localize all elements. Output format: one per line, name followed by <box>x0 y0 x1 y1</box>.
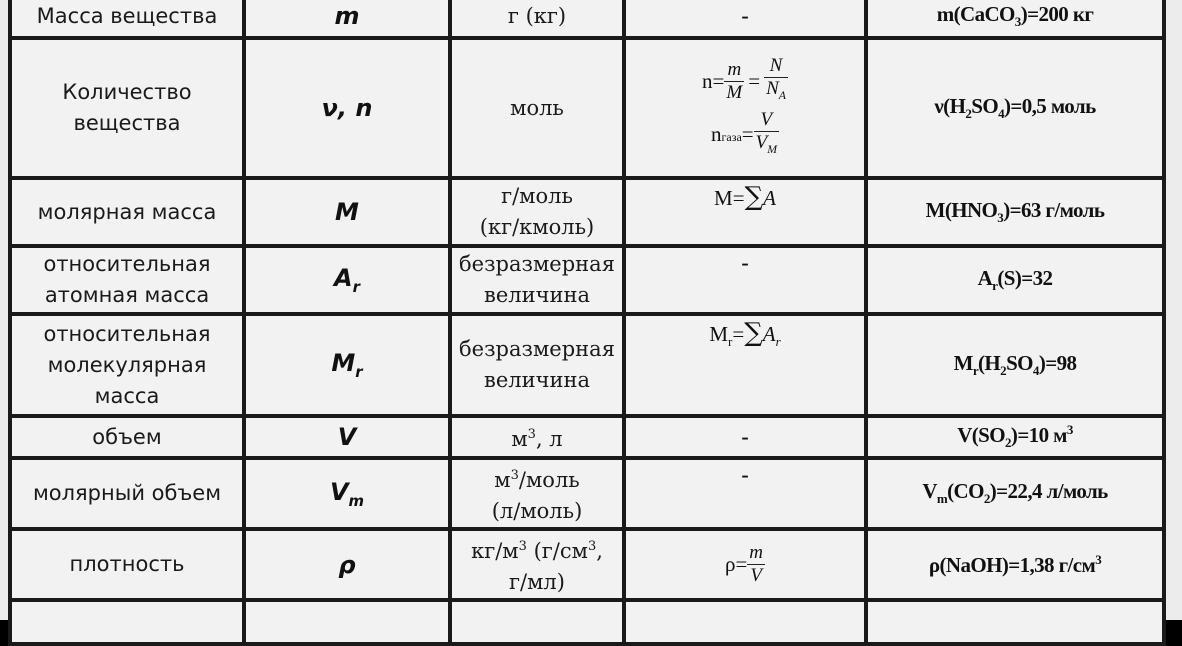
quantity-symbol: M <box>246 180 448 244</box>
quantity-formula: - <box>626 0 864 36</box>
quantity-formula: M=∑A <box>626 180 864 244</box>
table-row <box>12 460 1162 527</box>
quantity-name: плотность <box>12 531 242 598</box>
quantity-symbol: ρ <box>246 531 448 598</box>
quantity-name <box>12 602 242 642</box>
quantity-formula <box>626 602 864 642</box>
quantity-formula: $M_r=\sum A_r$ <box>626 316 864 414</box>
quantity-unit: г (кг) <box>452 0 622 36</box>
quantity-symbol: V <box>246 418 448 456</box>
quantity-symbol <box>246 602 448 642</box>
quantities-table <box>8 0 1166 646</box>
quantity-example: $\nu(H_2SO_4)=0,5$ моль <box>868 40 1162 176</box>
quantity-name: относительная молекулярная масса <box>12 316 242 414</box>
quantity-name: Количество вещества <box>12 40 242 176</box>
quantity-example: $A_r(S)=32$ <box>868 248 1162 312</box>
quantity-symbol: m <box>246 0 448 36</box>
table-row <box>12 316 1162 414</box>
table-row <box>12 0 1162 36</box>
quantity-example: m(CaCO$_3$)=200 кг <box>868 0 1162 36</box>
quantity-unit: $м^3$/моль (л/моль) <box>452 460 622 527</box>
quantity-name: молярный объем <box>12 460 242 527</box>
table-row <box>12 418 1162 456</box>
quantity-formula: ρ = $\frac{m}{V}$ <box>626 531 864 598</box>
formula-amount-mass: n = $\frac{m}{M}$ = $\frac{N}{N_A}$ <box>702 55 786 103</box>
formula-amount-gas: nгаза = $\frac{V}{V_M}$ <box>710 109 778 156</box>
quantity-unit: г/моль (кг/кмоль) <box>452 180 622 244</box>
quantity-unit: $м^3$, л <box>452 418 622 456</box>
quantity-symbol: $A_r$ <box>246 248 448 312</box>
quantity-name: относительная атомная масса <box>12 248 242 312</box>
quantity-name: молярная масса <box>12 180 242 244</box>
table-row <box>12 602 1162 642</box>
quantity-example: $V(SO_2)=10$ $м^3$ <box>868 418 1162 456</box>
quantity-symbol: ν, n <box>246 40 448 176</box>
quantity-example: $M_r(H_2SO_4)=98$ <box>868 316 1162 414</box>
table-row <box>12 180 1162 244</box>
quantity-unit <box>452 602 622 642</box>
quantity-symbol: $M_r$ <box>246 316 448 414</box>
quantity-example: $M(HNO_3)=63$ г/моль <box>868 180 1162 244</box>
quantity-unit: безразмерная величина <box>452 248 622 312</box>
quantity-example <box>868 602 1162 642</box>
quantity-formula <box>626 40 864 176</box>
quantity-example: ρ(NaOH)=1,38 $г/см^3$ <box>868 531 1162 598</box>
quantity-unit: безразмерная величина <box>452 316 622 414</box>
quantity-name: объем <box>12 418 242 456</box>
quantity-name: Масса вещества <box>12 0 242 36</box>
quantity-formula: - <box>626 418 864 456</box>
quantity-unit: моль <box>452 40 622 176</box>
quantity-formula: - <box>626 460 864 527</box>
table-row <box>12 531 1162 598</box>
table-row <box>12 40 1162 176</box>
quantity-formula: - <box>626 248 864 312</box>
table-row <box>12 248 1162 312</box>
quantity-unit: $кг/м^3$ ($г/см^3$, г/мл) <box>452 531 622 598</box>
quantity-example: $V_m(CO_2)=22,4$ л/моль <box>868 460 1162 527</box>
quantity-symbol: $V_m$ <box>246 460 448 527</box>
